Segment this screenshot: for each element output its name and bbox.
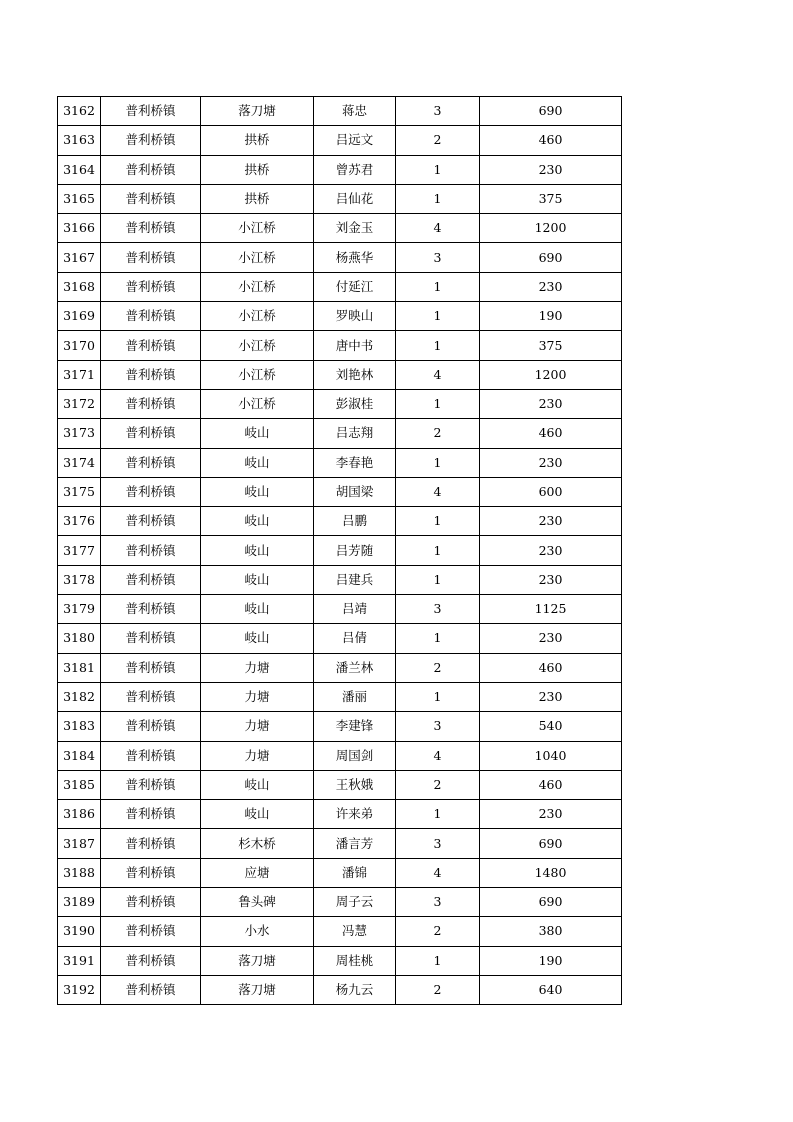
- table-row: [58, 741, 622, 770]
- row-number-cell: 3174: [58, 448, 101, 477]
- household-count-cell: 4: [396, 360, 480, 389]
- town-cell: 普利桥镇: [101, 184, 201, 213]
- row-number-cell: 3163: [58, 126, 101, 155]
- household-count-cell: 4: [396, 741, 480, 770]
- name-cell: 王秋娥: [314, 770, 396, 799]
- table-row: [58, 858, 622, 887]
- village-cell: 岐山: [201, 565, 314, 594]
- amount-cell: 230: [480, 272, 622, 301]
- table-row: [58, 800, 622, 829]
- table-row: [58, 448, 622, 477]
- town-cell: 普利桥镇: [101, 448, 201, 477]
- name-cell: 杨九云: [314, 975, 396, 1004]
- row-number-cell: 3169: [58, 302, 101, 331]
- amount-cell: 1200: [480, 214, 622, 243]
- table-row: [58, 302, 622, 331]
- town-cell: 普利桥镇: [101, 272, 201, 301]
- amount-cell: 380: [480, 917, 622, 946]
- town-cell: 普利桥镇: [101, 829, 201, 858]
- name-cell: 吕鹏: [314, 507, 396, 536]
- household-count-cell: 1: [396, 389, 480, 418]
- row-number-cell: 3186: [58, 800, 101, 829]
- amount-cell: 230: [480, 389, 622, 418]
- household-count-cell: 3: [396, 243, 480, 272]
- town-cell: 普利桥镇: [101, 888, 201, 917]
- row-number-cell: 3178: [58, 565, 101, 594]
- row-number-cell: 3192: [58, 975, 101, 1004]
- village-cell: 力塘: [201, 741, 314, 770]
- table-row: [58, 331, 622, 360]
- table-row: [58, 389, 622, 418]
- amount-cell: 460: [480, 653, 622, 682]
- data-sheet: [57, 96, 621, 1005]
- household-count-cell: 3: [396, 888, 480, 917]
- household-count-cell: 2: [396, 770, 480, 799]
- village-cell: 应塘: [201, 858, 314, 887]
- town-cell: 普利桥镇: [101, 653, 201, 682]
- village-cell: 拱桥: [201, 126, 314, 155]
- row-number-cell: 3164: [58, 155, 101, 184]
- village-cell: 拱桥: [201, 184, 314, 213]
- name-cell: 吕远文: [314, 126, 396, 155]
- row-number-cell: 3173: [58, 419, 101, 448]
- town-cell: 普利桥镇: [101, 419, 201, 448]
- household-count-cell: 1: [396, 302, 480, 331]
- town-cell: 普利桥镇: [101, 536, 201, 565]
- name-cell: 曾苏君: [314, 155, 396, 184]
- table-row: [58, 536, 622, 565]
- village-cell: 岐山: [201, 419, 314, 448]
- name-cell: 李建锋: [314, 712, 396, 741]
- town-cell: 普利桥镇: [101, 155, 201, 184]
- amount-cell: 460: [480, 419, 622, 448]
- village-cell: 力塘: [201, 682, 314, 711]
- name-cell: 吕仙花: [314, 184, 396, 213]
- town-cell: 普利桥镇: [101, 741, 201, 770]
- name-cell: 潘丽: [314, 682, 396, 711]
- row-number-cell: 3166: [58, 214, 101, 243]
- town-cell: 普利桥镇: [101, 389, 201, 418]
- amount-cell: 1480: [480, 858, 622, 887]
- town-cell: 普利桥镇: [101, 682, 201, 711]
- table-row: [58, 653, 622, 682]
- village-cell: 落刀塘: [201, 975, 314, 1004]
- amount-cell: 460: [480, 126, 622, 155]
- town-cell: 普利桥镇: [101, 712, 201, 741]
- row-number-cell: 3170: [58, 331, 101, 360]
- village-cell: 力塘: [201, 653, 314, 682]
- table-body: [58, 97, 622, 1005]
- town-cell: 普利桥镇: [101, 595, 201, 624]
- amount-cell: 375: [480, 331, 622, 360]
- row-number-cell: 3184: [58, 741, 101, 770]
- row-number-cell: 3172: [58, 389, 101, 418]
- household-count-cell: 1: [396, 331, 480, 360]
- town-cell: 普利桥镇: [101, 770, 201, 799]
- name-cell: 李春艳: [314, 448, 396, 477]
- village-cell: 小江桥: [201, 243, 314, 272]
- table-row: [58, 946, 622, 975]
- village-cell: 落刀塘: [201, 946, 314, 975]
- row-number-cell: 3162: [58, 97, 101, 126]
- name-cell: 胡国梁: [314, 477, 396, 506]
- household-count-cell: 1: [396, 624, 480, 653]
- amount-cell: 1040: [480, 741, 622, 770]
- town-cell: 普利桥镇: [101, 302, 201, 331]
- table-row: [58, 712, 622, 741]
- amount-cell: 540: [480, 712, 622, 741]
- table-row: [58, 97, 622, 126]
- table-row: [58, 888, 622, 917]
- household-count-cell: 1: [396, 536, 480, 565]
- amount-cell: 230: [480, 155, 622, 184]
- town-cell: 普利桥镇: [101, 624, 201, 653]
- row-number-cell: 3165: [58, 184, 101, 213]
- town-cell: 普利桥镇: [101, 858, 201, 887]
- amount-cell: 230: [480, 624, 622, 653]
- village-cell: 岐山: [201, 477, 314, 506]
- household-count-cell: 3: [396, 595, 480, 624]
- amount-cell: 190: [480, 946, 622, 975]
- name-cell: 吕志翔: [314, 419, 396, 448]
- name-cell: 蒋忠: [314, 97, 396, 126]
- row-number-cell: 3191: [58, 946, 101, 975]
- village-cell: 岐山: [201, 800, 314, 829]
- amount-cell: 690: [480, 888, 622, 917]
- name-cell: 周桂桃: [314, 946, 396, 975]
- village-cell: 岐山: [201, 770, 314, 799]
- amount-cell: 230: [480, 682, 622, 711]
- village-cell: 杉木桥: [201, 829, 314, 858]
- row-number-cell: 3189: [58, 888, 101, 917]
- table-row: [58, 126, 622, 155]
- name-cell: 冯慧: [314, 917, 396, 946]
- name-cell: 罗映山: [314, 302, 396, 331]
- town-cell: 普利桥镇: [101, 243, 201, 272]
- row-number-cell: 3183: [58, 712, 101, 741]
- name-cell: 吕倩: [314, 624, 396, 653]
- household-count-cell: 1: [396, 800, 480, 829]
- household-count-cell: 4: [396, 477, 480, 506]
- table-row: [58, 243, 622, 272]
- town-cell: 普利桥镇: [101, 565, 201, 594]
- table-row: [58, 419, 622, 448]
- amount-cell: 690: [480, 243, 622, 272]
- household-count-cell: 1: [396, 946, 480, 975]
- row-number-cell: 3171: [58, 360, 101, 389]
- row-number-cell: 3182: [58, 682, 101, 711]
- name-cell: 潘言芳: [314, 829, 396, 858]
- household-count-cell: 4: [396, 214, 480, 243]
- table-row: [58, 682, 622, 711]
- household-count-cell: 3: [396, 97, 480, 126]
- row-number-cell: 3167: [58, 243, 101, 272]
- household-count-cell: 2: [396, 126, 480, 155]
- village-cell: 小江桥: [201, 302, 314, 331]
- village-cell: 小江桥: [201, 214, 314, 243]
- household-count-cell: 1: [396, 565, 480, 594]
- table-row: [58, 917, 622, 946]
- village-cell: 落刀塘: [201, 97, 314, 126]
- table-row: [58, 360, 622, 389]
- household-count-cell: 4: [396, 858, 480, 887]
- household-count-cell: 1: [396, 682, 480, 711]
- amount-cell: 1125: [480, 595, 622, 624]
- village-cell: 岐山: [201, 624, 314, 653]
- village-cell: 小江桥: [201, 272, 314, 301]
- town-cell: 普利桥镇: [101, 800, 201, 829]
- household-count-cell: 2: [396, 653, 480, 682]
- town-cell: 普利桥镇: [101, 477, 201, 506]
- town-cell: 普利桥镇: [101, 975, 201, 1004]
- row-number-cell: 3168: [58, 272, 101, 301]
- amount-cell: 230: [480, 800, 622, 829]
- table-row: [58, 624, 622, 653]
- amount-cell: 230: [480, 507, 622, 536]
- amount-cell: 1200: [480, 360, 622, 389]
- household-count-cell: 3: [396, 712, 480, 741]
- row-number-cell: 3177: [58, 536, 101, 565]
- town-cell: 普利桥镇: [101, 507, 201, 536]
- row-number-cell: 3187: [58, 829, 101, 858]
- household-count-cell: 1: [396, 448, 480, 477]
- name-cell: 刘艳林: [314, 360, 396, 389]
- amount-cell: 230: [480, 448, 622, 477]
- village-cell: 鲁头碑: [201, 888, 314, 917]
- row-number-cell: 3176: [58, 507, 101, 536]
- household-count-cell: 1: [396, 507, 480, 536]
- town-cell: 普利桥镇: [101, 331, 201, 360]
- table-row: [58, 214, 622, 243]
- name-cell: 杨燕华: [314, 243, 396, 272]
- row-number-cell: 3185: [58, 770, 101, 799]
- name-cell: 周国剑: [314, 741, 396, 770]
- amount-cell: 640: [480, 975, 622, 1004]
- name-cell: 潘锦: [314, 858, 396, 887]
- table-row: [58, 477, 622, 506]
- name-cell: 付延江: [314, 272, 396, 301]
- row-number-cell: 3175: [58, 477, 101, 506]
- row-number-cell: 3179: [58, 595, 101, 624]
- household-count-cell: 3: [396, 829, 480, 858]
- table-row: [58, 565, 622, 594]
- name-cell: 吕靖: [314, 595, 396, 624]
- name-cell: 潘兰林: [314, 653, 396, 682]
- amount-cell: 690: [480, 829, 622, 858]
- table-row: [58, 829, 622, 858]
- table-row: [58, 770, 622, 799]
- town-cell: 普利桥镇: [101, 214, 201, 243]
- village-cell: 岐山: [201, 507, 314, 536]
- household-count-cell: 2: [396, 975, 480, 1004]
- village-cell: 岐山: [201, 536, 314, 565]
- town-cell: 普利桥镇: [101, 360, 201, 389]
- town-cell: 普利桥镇: [101, 97, 201, 126]
- name-cell: 周子云: [314, 888, 396, 917]
- village-cell: 力塘: [201, 712, 314, 741]
- table-row: [58, 507, 622, 536]
- amount-cell: 190: [480, 302, 622, 331]
- name-cell: 唐中书: [314, 331, 396, 360]
- village-cell: 小江桥: [201, 389, 314, 418]
- village-cell: 小水: [201, 917, 314, 946]
- amount-cell: 600: [480, 477, 622, 506]
- table-row: [58, 975, 622, 1004]
- amount-cell: 375: [480, 184, 622, 213]
- row-number-cell: 3181: [58, 653, 101, 682]
- row-number-cell: 3180: [58, 624, 101, 653]
- row-number-cell: 3188: [58, 858, 101, 887]
- table-row: [58, 595, 622, 624]
- amount-cell: 460: [480, 770, 622, 799]
- household-count-cell: 2: [396, 419, 480, 448]
- row-number-cell: 3190: [58, 917, 101, 946]
- household-count-cell: 1: [396, 184, 480, 213]
- table-row: [58, 155, 622, 184]
- household-count-cell: 2: [396, 917, 480, 946]
- amount-cell: 230: [480, 565, 622, 594]
- village-cell: 小江桥: [201, 331, 314, 360]
- table-row: [58, 184, 622, 213]
- amount-cell: 690: [480, 97, 622, 126]
- name-cell: 吕建兵: [314, 565, 396, 594]
- data-table: [57, 96, 622, 1005]
- household-count-cell: 1: [396, 272, 480, 301]
- amount-cell: 230: [480, 536, 622, 565]
- name-cell: 许来弟: [314, 800, 396, 829]
- town-cell: 普利桥镇: [101, 126, 201, 155]
- name-cell: 刘金玉: [314, 214, 396, 243]
- village-cell: 岐山: [201, 595, 314, 624]
- village-cell: 岐山: [201, 448, 314, 477]
- table-row: [58, 272, 622, 301]
- household-count-cell: 1: [396, 155, 480, 184]
- town-cell: 普利桥镇: [101, 917, 201, 946]
- name-cell: 吕芳随: [314, 536, 396, 565]
- town-cell: 普利桥镇: [101, 946, 201, 975]
- village-cell: 拱桥: [201, 155, 314, 184]
- village-cell: 小江桥: [201, 360, 314, 389]
- name-cell: 彭淑桂: [314, 389, 396, 418]
